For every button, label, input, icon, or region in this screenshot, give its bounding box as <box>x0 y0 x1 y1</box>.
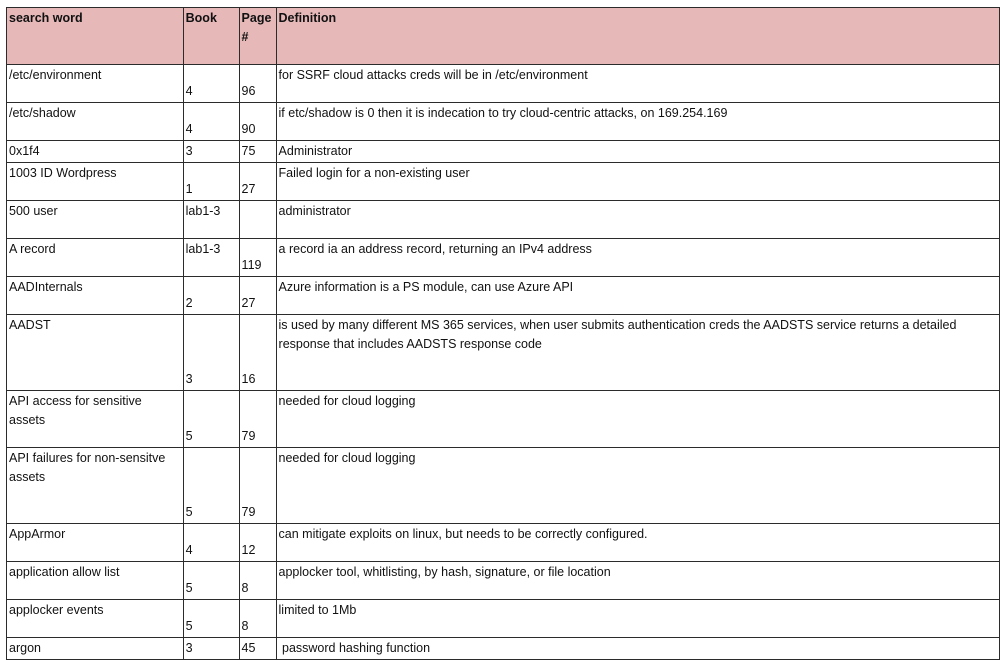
table-row <box>7 638 1000 660</box>
cell-word[interactable]: 500 user <box>7 201 184 239</box>
cell-page[interactable]: 27 <box>239 277 276 315</box>
cell-definition[interactable]: can mitigate exploits on linux, but needs to be correctly configured. <box>276 524 999 562</box>
cell-book[interactable]: 5 <box>183 600 239 638</box>
cell-page[interactable]: 45 <box>239 638 276 660</box>
cell-book[interactable]: 3 <box>183 315 239 391</box>
cell-page[interactable]: 12 <box>239 524 276 562</box>
cell-book[interactable]: 1 <box>183 163 239 201</box>
table-row <box>7 562 1000 600</box>
table-row <box>7 600 1000 638</box>
table-row <box>7 315 1000 391</box>
cell-book[interactable]: 5 <box>183 391 239 448</box>
table-row <box>7 141 1000 163</box>
cell-word[interactable]: 0x1f4 <box>7 141 184 163</box>
cell-book[interactable]: 5 <box>183 448 239 524</box>
cell-word[interactable]: 1003 ID Wordpress <box>7 163 184 201</box>
header-row <box>7 8 1000 65</box>
cell-word[interactable]: A record <box>7 239 184 277</box>
cell-definition[interactable]: Azure information is a PS module, can use Azure API <box>276 277 999 315</box>
cell-page[interactable]: 75 <box>239 141 276 163</box>
cell-word[interactable]: AppArmor <box>7 524 184 562</box>
table-row <box>7 448 1000 524</box>
cell-book[interactable]: 3 <box>183 638 239 660</box>
table-row <box>7 103 1000 141</box>
header-definition[interactable]: Definition <box>276 8 999 65</box>
cell-book[interactable]: lab1-3 <box>183 201 239 239</box>
cell-page[interactable]: 96 <box>239 65 276 103</box>
cell-page[interactable]: 8 <box>239 600 276 638</box>
table-row <box>7 163 1000 201</box>
cell-definition[interactable]: applocker tool, whitlisting, by hash, signature, or file location <box>276 562 999 600</box>
cell-definition[interactable]: limited to 1Mb <box>276 600 999 638</box>
cell-page[interactable]: 119 <box>239 239 276 277</box>
cell-word[interactable]: argon <box>7 638 184 660</box>
cell-word[interactable]: /etc/environment <box>7 65 184 103</box>
cell-page[interactable]: 79 <box>239 391 276 448</box>
cell-word[interactable]: AADST <box>7 315 184 391</box>
cell-word[interactable]: applocker events <box>7 600 184 638</box>
header-page[interactable]: Page # <box>239 8 276 65</box>
cell-definition[interactable]: Administrator <box>276 141 999 163</box>
cell-word[interactable]: API access for sensitive assets <box>7 391 184 448</box>
cell-page[interactable]: 8 <box>239 562 276 600</box>
header-book[interactable]: Book <box>183 8 239 65</box>
cell-definition[interactable]: Failed login for a non-existing user <box>276 163 999 201</box>
cell-book[interactable]: 4 <box>183 65 239 103</box>
glossary-table <box>6 7 1000 660</box>
cell-definition[interactable]: password hashing function <box>276 638 999 660</box>
cell-page[interactable]: 27 <box>239 163 276 201</box>
cell-word[interactable]: application allow list <box>7 562 184 600</box>
cell-definition[interactable]: if etc/shadow is 0 then it is indecation to try cloud-centric attacks, on 169.254.169 <box>276 103 999 141</box>
cell-definition[interactable]: for SSRF cloud attacks creds will be in /etc/environment <box>276 65 999 103</box>
table-row <box>7 391 1000 448</box>
cell-book[interactable]: 2 <box>183 277 239 315</box>
cell-definition[interactable]: needed for cloud logging <box>276 448 999 524</box>
table-row <box>7 201 1000 239</box>
table-row <box>7 65 1000 103</box>
cell-word[interactable]: API failures for non-sensitve assets <box>7 448 184 524</box>
cell-word[interactable]: AADInternals <box>7 277 184 315</box>
table-row <box>7 524 1000 562</box>
cell-book[interactable]: 4 <box>183 524 239 562</box>
cell-definition[interactable]: administrator <box>276 201 999 239</box>
cell-page[interactable]: 90 <box>239 103 276 141</box>
cell-definition[interactable]: needed for cloud logging <box>276 391 999 448</box>
cell-word[interactable]: /etc/shadow <box>7 103 184 141</box>
cell-page[interactable] <box>239 201 276 239</box>
cell-book[interactable]: lab1-3 <box>183 239 239 277</box>
table-row <box>7 277 1000 315</box>
header-search-word[interactable]: search word <box>7 8 184 65</box>
cell-definition[interactable]: a record ia an address record, returning an IPv4 address <box>276 239 999 277</box>
cell-page[interactable]: 79 <box>239 448 276 524</box>
cell-book[interactable]: 4 <box>183 103 239 141</box>
cell-book[interactable]: 5 <box>183 562 239 600</box>
cell-page[interactable]: 16 <box>239 315 276 391</box>
cell-book[interactable]: 3 <box>183 141 239 163</box>
table-row <box>7 239 1000 277</box>
cell-definition[interactable]: is used by many different MS 365 services, when user submits authentication creds the AADSTS service returns a detailed response that includes AADSTS response code <box>276 315 999 391</box>
